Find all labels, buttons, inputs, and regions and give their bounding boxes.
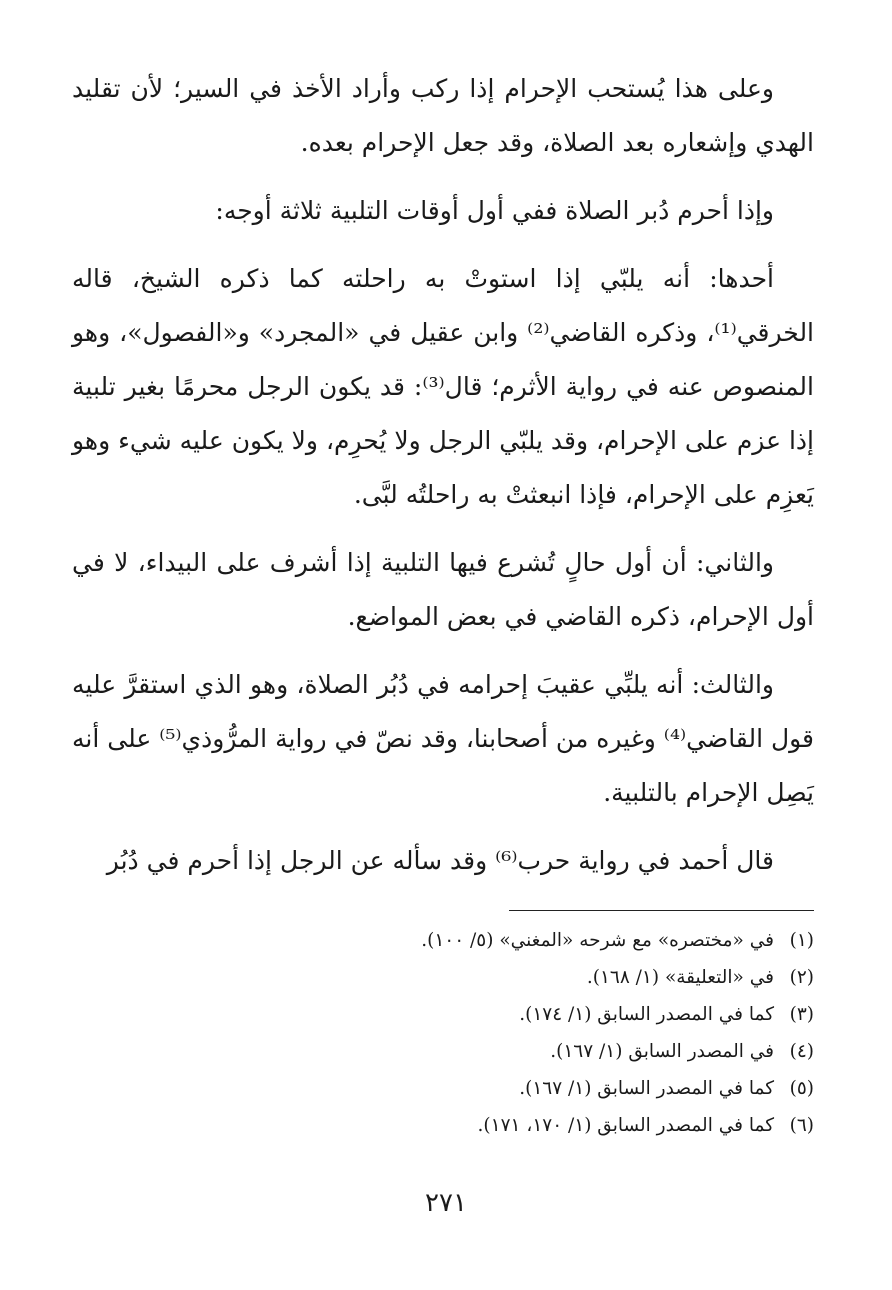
page-number: ٢٧١ [425, 1188, 467, 1218]
paragraph: أحدها: أنه يلبّي إذا استوتْ به راحلته كما ذكره الشيخ، قاله الخرقي⁽¹⁾، وذكره القاضي⁽²⁾ وابن عقيل في «المجرد» و«الفصول»، وهو المنصوص عنه في رواية الأثرم؛ قال⁽³⁾: قد يكون الرجل محرمًا بغير تلبية إذا عزم على الإحرام، وقد يلبّي الرجل ولا يُحرِم، ولا يكون عليه شيء وهو يَعزِم على الإحرام، فإذا انبعثتْ به راحلتُه لبَّى. [72, 264, 815, 509]
footnote [72, 959, 814, 996]
footnote [72, 922, 814, 959]
footnotes [72, 922, 814, 1144]
footnote-separator [509, 910, 814, 911]
footnote [72, 996, 814, 1033]
main-text [72, 62, 814, 902]
footnote-text: كما في المصدر السابق (١/ ١٦٧). [519, 1078, 774, 1099]
paragraph: والثاني: أن أول حالٍ تُشرع فيها التلبية إذا أشرف على البيداء، لا في أول الإحرام، ذكره القاضي في بعض المواضع. [72, 548, 814, 631]
paragraph: والثالث: أنه يلبِّي عقيبَ إحرامه في دُبُر الصلاة، وهو الذي استقرَّ عليه قول القاضي⁽⁴⁾ وغيره من أصحابنا، وقد نصّ في رواية المرُّوذي⁽⁵⁾ على أنه يَصِل الإحرام بالتلبية. [72, 670, 814, 807]
paragraph: وإذا أحرم دُبر الصلاة ففي أول أوقات التلبية ثلاثة أوجه: [215, 196, 774, 225]
footnote-number: (٤) [789, 1041, 814, 1062]
footnote-number: (٢) [789, 967, 814, 988]
footnote-text: في «التعليقة» (١/ ١٦٨). [586, 967, 774, 988]
paragraph: وعلى هذا يُستحب الإحرام إذا ركب وأراد الأخذ في السير؛ لأن تقليد الهدي وإشعاره بعد الصلاة، وقد جعل الإحرام بعده. [72, 74, 814, 157]
footnote [72, 1107, 814, 1144]
footnote [72, 1070, 814, 1107]
footnote-text: في المصدر السابق (١/ ١٦٧). [550, 1041, 774, 1062]
footnote-text: في «مختصره» مع شرحه «المغني» (٥/ ١٠٠). [421, 930, 774, 951]
footnote-text: كما في المصدر السابق (١/ ١٧٤). [519, 1004, 774, 1025]
footnote-number: (٥) [789, 1078, 814, 1099]
footnote-text: كما في المصدر السابق (١/ ١٧٠، ١٧١). [477, 1115, 774, 1136]
footnote [72, 1033, 814, 1070]
footnote-number: (٣) [789, 1004, 814, 1025]
paragraph: قال أحمد في رواية حرب⁽⁶⁾ وقد سأله عن الرجل إذا أحرم في دُبُر [106, 846, 774, 875]
footnote-number: (١) [789, 930, 814, 951]
footnote-number: (٦) [789, 1115, 814, 1136]
